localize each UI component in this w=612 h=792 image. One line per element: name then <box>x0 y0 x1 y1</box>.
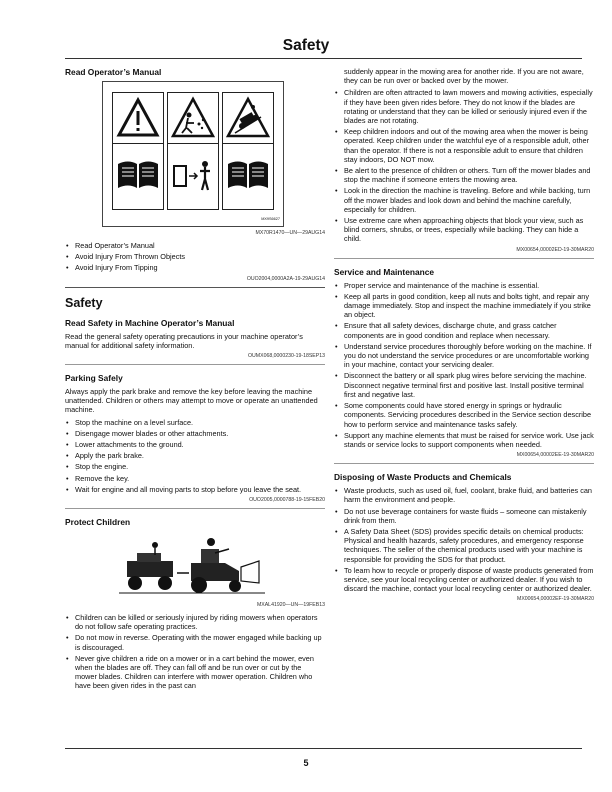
section-ref: MX00654,00002ED-19-30MAR20 <box>516 246 594 253</box>
list-item: • Look in the direction the machine is traveling. Before and while backing, turn off the mower blades and look down and behind the machine carefully, especially for children. <box>334 186 594 214</box>
list-item: • Stop the engine. <box>65 462 325 471</box>
title-rule <box>65 58 582 59</box>
warning-icon <box>113 93 163 144</box>
list-item: • Lower attachments to the ground. <box>65 440 325 449</box>
list-item: • Avoid Injury From Thrown Objects <box>65 252 325 261</box>
read-manual-heading: Read Operator’s Manual <box>65 67 162 77</box>
list-item: • Children are often attracted to lawn mowers and mowing activities, especially if they have been given rides before. They do not know if the blades are rotating or understand that they can be killed or seriously injured even if the blades are not rotating. <box>334 88 594 125</box>
tipping-icon <box>223 93 273 144</box>
list-item: • Remove the key. <box>65 474 325 483</box>
list-item: • Waste products, such as used oil, fuel, coolant, brake fluid, and batteries can harm the environment and people. <box>334 486 594 504</box>
section-divider <box>334 463 594 464</box>
page-title: Safety <box>282 37 330 54</box>
read-manual-decal <box>112 92 164 210</box>
waste-heading: Disposing of Waste Products and Chemicals <box>334 472 512 483</box>
read-safety-text: Read the general safety operating precautions in your machine operator’s manual for additional safety information. <box>65 331 303 350</box>
list-item: • Never give children a ride on a mower or in a cart behind the mower, even when the blades are off. They can fall off and be run over or cut by the mower blades. Children can interfere with mower operation. Children who have been given rides in the past can <box>65 654 325 691</box>
section-ref: MX00654,00002EE-19-30MAR20 <box>516 452 594 459</box>
list-item: • Some components could have stored energy in springs or hydraulic components. Servicing procedures described in the Service section describe how to perform service and maintenance tasks safely. <box>334 401 594 429</box>
parking-heading: Parking Safely <box>65 373 123 384</box>
list-item: • Apply the park brake. <box>65 451 325 460</box>
book-icon <box>113 144 163 208</box>
section-ref: OUMX068,0000230-19-18SEP13 <box>248 353 325 360</box>
section-ref: OUO2004,0000A2A-19-29AUG14 <box>246 275 325 282</box>
children-heading: Protect Children <box>65 517 131 528</box>
list-item: • Do not use beverage containers for waste fluids – someone can mistakenly drink from them. <box>334 507 594 525</box>
list-item: • Understand service procedures thoroughly before working on the machine. If you do not understand the service procedures or are uncomfortable working in your machine, contact your servicing dealer. <box>334 342 594 370</box>
safety-decal-figure <box>102 81 284 227</box>
page-number: 5 <box>303 758 309 768</box>
list-item: • Children can be killed or seriously injured by riding mowers when operators do not follow safe operating practices. <box>65 613 325 631</box>
children-continued-list <box>334 88 594 243</box>
waste-list <box>334 486 594 593</box>
list-item: • Avoid Injury From Tipping <box>65 263 325 272</box>
figure-ref: MXAL41920—UN—19FEB13 <box>256 602 325 609</box>
section-divider <box>65 508 325 509</box>
list-item: • Support any machine elements that must be raised for service work. Use jack stands or service locks to support components when needed. <box>334 431 594 449</box>
figure-code: MX9S6627 <box>261 216 280 221</box>
riding-mower-illustration <box>117 533 267 599</box>
children-continued-text: suddenly appear in the mowing area for another ride. If you are not aware, they can be run over or backed over by the mower. <box>344 67 584 86</box>
section-ref: OUO2005,0000788-19-15FEB20 <box>249 497 325 504</box>
list-item: • A Safety Data Sheet (SDS) provides specific details on chemical products: Physical and health hazards, safety procedures, and emergency response techniques. The seller of the chemical products used with your machine is responsible for providing the SDS for that product. <box>334 527 594 564</box>
list-item: • Be alert to the presence of children or others. Turn off the mower blades and stop the machine if someone enters the mowing area. <box>334 166 594 184</box>
list-item: • Stop the machine on a level surface. <box>65 418 325 427</box>
service-heading: Service and Maintenance <box>334 266 435 277</box>
parking-text: Always apply the park brake and remove the key before leaving the machine unattended. Children or others may attempt to move or operate an unattended machine. <box>65 387 318 415</box>
section-ref: MX00654,00002EF-19-30MAR20 <box>517 596 594 603</box>
list-item: • Keep all parts in good condition, keep all nuts and bolts tight, and repair any damage immediately. Stop and inspect the machine immediately if you strike an object. <box>334 292 594 320</box>
children-list <box>65 613 325 691</box>
service-list <box>334 281 594 449</box>
section-divider <box>65 364 325 365</box>
thrown-objects-icon <box>168 93 218 144</box>
figure-ref: MX70R1470—UN—29AUG14 <box>255 230 325 236</box>
list-item: • Use extreme care when approaching objects that block your view, such as blind corners, shrubs, or trees, especially while backing. They can hide a child. <box>334 216 594 244</box>
footer-rule <box>65 748 582 749</box>
right-column <box>334 67 594 607</box>
list-item: • Proper service and maintenance of the machine is essential. <box>334 281 594 290</box>
list-item: • Ensure that all safety devices, discharge chute, and grass catcher components are in good condition and replace when necessary. <box>334 321 594 339</box>
list-item: • Wait for engine and all moving parts to stop before you leave the seat. <box>65 485 325 494</box>
read-manual-list <box>65 241 325 273</box>
thrown-objects-decal <box>167 92 219 210</box>
keep-away-icon <box>168 144 218 208</box>
list-item: • Disengage mower blades or other attachments. <box>65 429 325 438</box>
tipping-decal <box>222 92 274 210</box>
section-divider <box>334 258 594 259</box>
list-item: • Read Operator’s Manual <box>65 241 325 250</box>
list-item: • Keep children indoors and out of the mowing area when the mower is being operated. Keep children under the watchful eye of a responsible adult, other than the operator. If there is not a responsible adult to ensure that children stay indoors, DO NOT mow. <box>334 127 594 164</box>
parking-list <box>65 418 325 494</box>
section-title: Safety <box>65 295 103 310</box>
left-column <box>65 67 325 693</box>
list-item: • To learn how to recycle or properly dispose of waste products generated from service, see your local recycling center or authorized dealer. If you wish to discard the machine, contact your local recycling center or authorized dealer. <box>334 566 594 594</box>
section-divider <box>65 287 325 288</box>
list-item: • Do not mow in reverse. Operating with the mower engaged while backing up is discouraged. <box>65 633 325 651</box>
book-icon <box>223 144 273 208</box>
list-item: • Disconnect the battery or all spark plug wires before servicing the machine. Disconnect negative terminal first and positive last. Install positive terminal first and negative last. <box>334 371 594 399</box>
read-safety-heading: Read Safety in Machine Operator’s Manual <box>65 317 235 328</box>
